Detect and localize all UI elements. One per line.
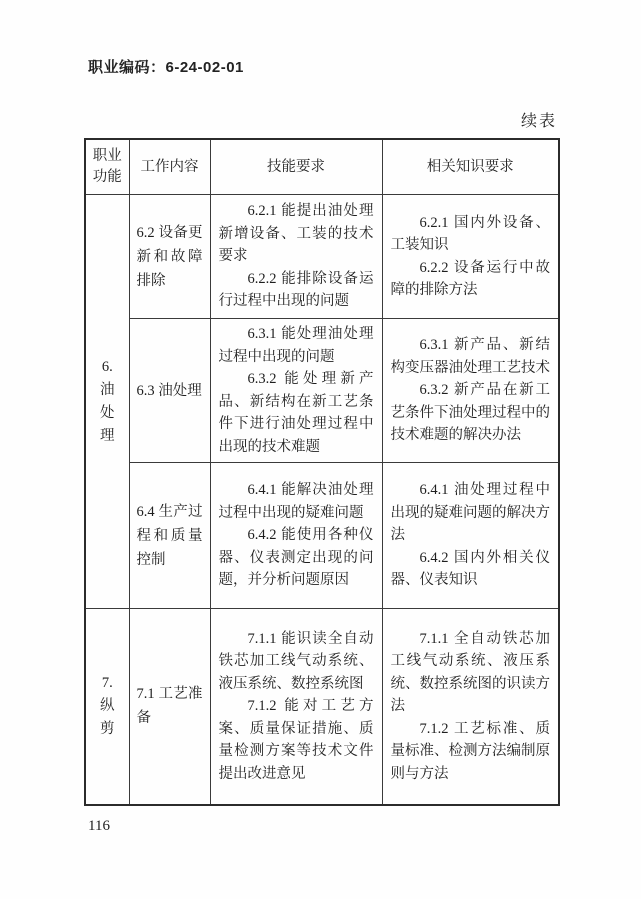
knowledge-requirements-cell — [382, 195, 559, 319]
work-content-cell: 6.2 设备更新和故障排除 — [129, 195, 210, 319]
function-char: 处 — [100, 404, 115, 421]
skill-item: 6.4.1 能解决油处理过程中出现的疑难问题 — [218, 482, 374, 521]
function-char: 油 — [100, 381, 115, 398]
skill-item: 6.2.1 能提出油处理新增设备、工装的技术要求 — [218, 203, 374, 265]
table-body — [85, 195, 559, 805]
knowledge-item: 7.1.2 工艺标准、质量标准、检测方法编制原则与方法 — [390, 720, 550, 782]
table-row — [85, 319, 559, 463]
function-number: 7. — [101, 674, 113, 691]
table-header-row — [85, 139, 559, 195]
function-char: 剪 — [100, 720, 115, 737]
knowledge-requirements-cell — [382, 609, 559, 805]
header-knowledge-requirements: 相关知识要求 — [382, 139, 559, 195]
standard-table — [84, 138, 560, 806]
skill-requirements-cell — [210, 463, 382, 609]
table-row — [85, 609, 559, 805]
skill-item: 6.3.2 能处理新产品、新结构在新工艺条件下进行油处理过程中出现的技术难题 — [218, 371, 374, 455]
work-content-cell: 6.3 油处理 — [129, 319, 210, 463]
header-skill-requirements: 技能要求 — [210, 139, 382, 195]
header-work-content: 工作内容 — [129, 139, 210, 195]
knowledge-item: 6.3.2 新产品在新工艺条件下油处理过程中的技术难题的解决办法 — [390, 382, 550, 444]
skill-item: 7.1.1 能识读全自动铁芯加工线气动系统、液压系统、数控系统图 — [218, 630, 374, 692]
knowledge-item: 6.4.2 国内外相关仪器、仪表知识 — [390, 549, 550, 589]
occupation-code: 职业编码：6-24-02-01 — [88, 59, 244, 76]
skill-item: 6.4.2 能使用各种仪器、仪表测定出现的问题，并分析问题原因 — [218, 527, 374, 589]
knowledge-item: 6.2.2 设备运行中故障的排除方法 — [390, 259, 550, 298]
knowledge-item: 6.4.1 油处理过程中出现的疑难问题的解决方法 — [390, 482, 550, 544]
knowledge-requirements-cell — [382, 463, 559, 609]
table-row — [85, 195, 559, 319]
knowledge-item: 6.3.1 新产品、新结构变压器油处理工艺技术 — [390, 337, 550, 376]
skill-requirements-cell — [210, 319, 382, 463]
skill-item: 6.3.1 能处理油处理过程中出现的问题 — [218, 326, 374, 365]
knowledge-item: 7.1.1 全自动铁芯加工线气动系统、液压系统、数控系统图的识读方法 — [390, 630, 550, 714]
page-number: 116 — [88, 818, 110, 834]
table-row — [85, 463, 559, 609]
skill-item: 6.2.2 能排除设备运行过程中出现的问题 — [218, 270, 374, 310]
skill-item: 7.1.2 能对工艺方案、质量保证措施、质量检测方案等技术文件提出改进意见 — [218, 698, 374, 782]
continued-table-label: 续表 — [520, 113, 557, 130]
knowledge-item: 6.2.1 国内外设备、工装知识 — [390, 214, 550, 253]
skill-requirements-cell — [210, 609, 382, 805]
function-cell — [85, 609, 129, 805]
function-char: 理 — [100, 427, 115, 444]
skill-requirements-cell — [210, 195, 382, 319]
header-occupational-function: 职业功能 — [85, 139, 129, 195]
function-number: 6. — [101, 358, 113, 375]
function-char: 纵 — [100, 697, 115, 714]
work-content-cell: 7.1 工艺准备 — [129, 609, 210, 805]
knowledge-requirements-cell — [382, 319, 559, 463]
function-cell — [85, 195, 129, 609]
work-content-cell: 6.4 生产过程和质量控制 — [129, 463, 210, 609]
